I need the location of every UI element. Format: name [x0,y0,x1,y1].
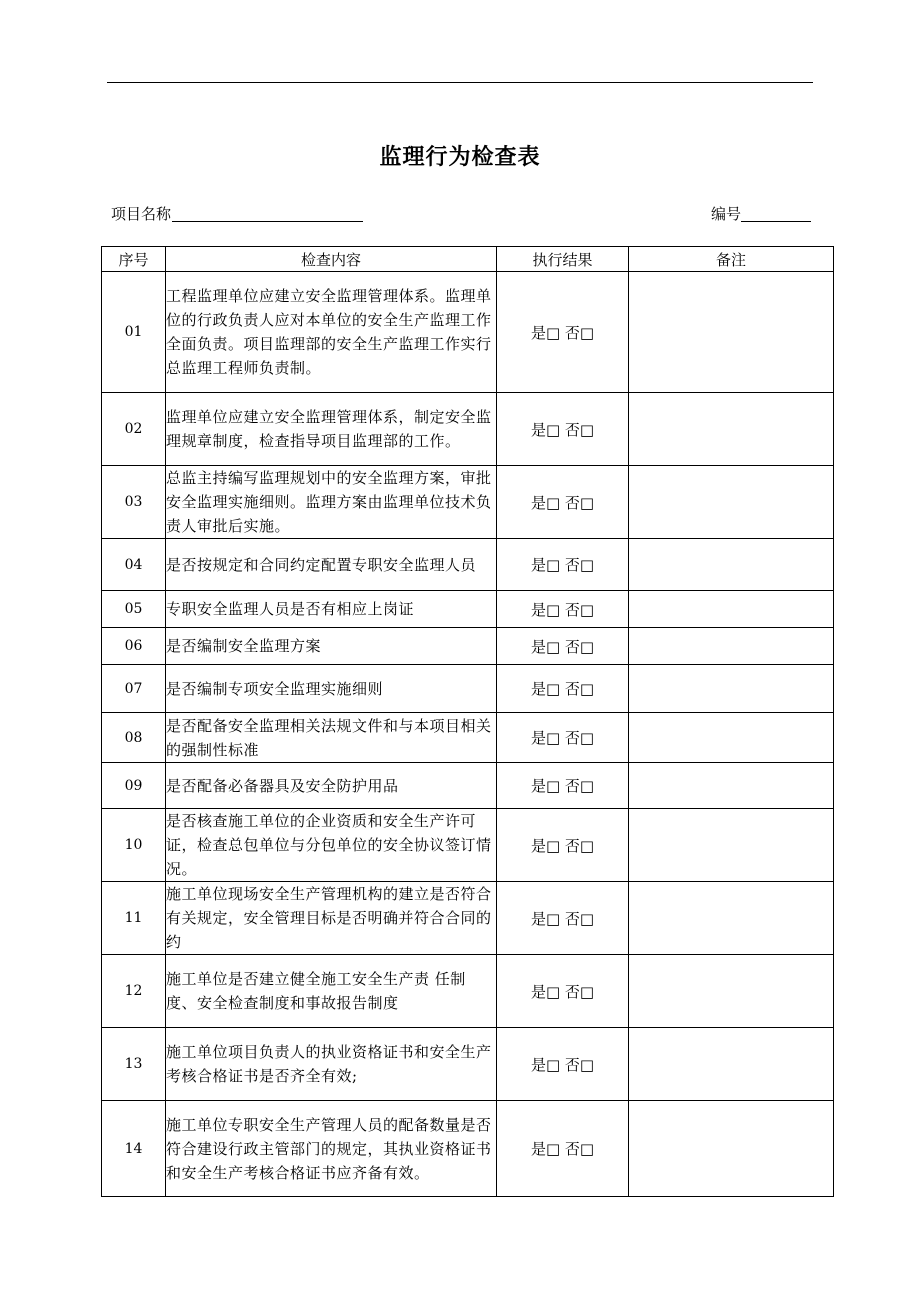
table-row [102,393,834,466]
row-content: 是否核查施工单位的企业资质和安全生产许可证，检查总包单位与分包单位的安全协议签订情况。 [166,809,497,882]
page-title: 监理行为检查表 [379,144,541,170]
row-content: 施工单位是否建立健全施工安全生产责 任制度、安全检查制度和事故报告制度 [166,955,497,1028]
row-number: 12 [102,955,166,1028]
row-note [629,955,834,1028]
row-result: 是□ 否□ [497,466,629,539]
table-row [102,591,834,628]
row-number: 03 [102,466,166,539]
row-note [629,591,834,628]
header-note: 备注 [629,247,834,272]
table-row [102,665,834,713]
row-content: 工程监理单位应建立安全监理管理体系。监理单位的行政负责人应对本单位的安全生产监理工作全面负责。项目监理部的安全生产监理工作实行总监理工程师负责制。 [166,272,497,393]
row-result: 是□ 否□ [497,1028,629,1101]
table-row [102,628,834,665]
row-result: 是□ 否□ [497,1101,629,1197]
row-number: 06 [102,628,166,665]
table-row [102,955,834,1028]
header-no: 序号 [102,247,166,272]
number-label: 编号 [711,205,742,223]
row-note [629,763,834,809]
table-row [102,809,834,882]
row-content: 是否编制安全监理方案 [166,628,497,665]
table-row [102,1101,834,1197]
row-result: 是□ 否□ [497,628,629,665]
row-number: 09 [102,763,166,809]
project-name-label: 项目名称 [111,205,172,223]
row-note [629,393,834,466]
row-result: 是□ 否□ [497,665,629,713]
row-content: 施工单位项目负责人的执业资格证书和安全生产考核合格证书是否齐全有效; [166,1028,497,1101]
row-result: 是□ 否□ [497,763,629,809]
table-body [102,272,834,1197]
row-content: 专职安全监理人员是否有相应上岗证 [166,591,497,628]
row-result: 是□ 否□ [497,882,629,955]
row-result: 是□ 否□ [497,713,629,763]
row-number: 11 [102,882,166,955]
row-content: 是否配备安全监理相关法规文件和与本项目相关的强制性标准 [166,713,497,763]
row-number: 10 [102,809,166,882]
header-rule [107,82,813,83]
row-result: 是□ 否□ [497,393,629,466]
row-result: 是□ 否□ [497,272,629,393]
row-result: 是□ 否□ [497,955,629,1028]
header-result: 执行结果 [497,247,629,272]
table-header-row [102,247,834,272]
row-content: 施工单位专职安全生产管理人员的配备数量是否符合建设行政主管部门的规定，其执业资格证书和安全生产考核合格证书应齐备有效。 [166,1101,497,1197]
row-content: 总监主持编写监理规划中的安全监理方案，审批安全监理实施细则。监理方案由监理单位技术负责人审批后实施。 [166,466,497,539]
row-note [629,1028,834,1101]
table-row [102,272,834,393]
row-note [629,1101,834,1197]
row-number: 05 [102,591,166,628]
row-note [629,628,834,665]
row-number: 01 [102,272,166,393]
inspection-table [101,246,834,1197]
row-note [629,882,834,955]
row-result: 是□ 否□ [497,809,629,882]
row-content: 是否按规定和合同约定配置专职安全监理人员 [166,539,497,591]
table-row [102,882,834,955]
table-row [102,713,834,763]
row-note [629,539,834,591]
table-row [102,763,834,809]
table-row [102,466,834,539]
table-row [102,539,834,591]
row-content: 施工单位现场安全生产管理机构的建立是否符合有关规定，安全管理目标是否明确并符合合同的约 [166,882,497,955]
row-number: 07 [102,665,166,713]
row-content: 监理单位应建立安全监理管理体系，制定安全监理规章制度，检查指导项目监理部的工作。 [166,393,497,466]
row-content: 是否编制专项安全监理实施细则 [166,665,497,713]
row-note [629,809,834,882]
row-number: 08 [102,713,166,763]
row-number: 02 [102,393,166,466]
row-result: 是□ 否□ [497,591,629,628]
row-number: 14 [102,1101,166,1197]
row-note [629,665,834,713]
row-result: 是□ 否□ [497,539,629,591]
number-field [741,221,811,222]
table-row [102,1028,834,1101]
row-content: 是否配备必备器具及安全防护用品 [166,763,497,809]
row-note [629,713,834,763]
row-note [629,466,834,539]
project-name-field [172,221,363,222]
header-content: 检查内容 [166,247,497,272]
row-number: 13 [102,1028,166,1101]
row-number: 04 [102,539,166,591]
row-note [629,272,834,393]
